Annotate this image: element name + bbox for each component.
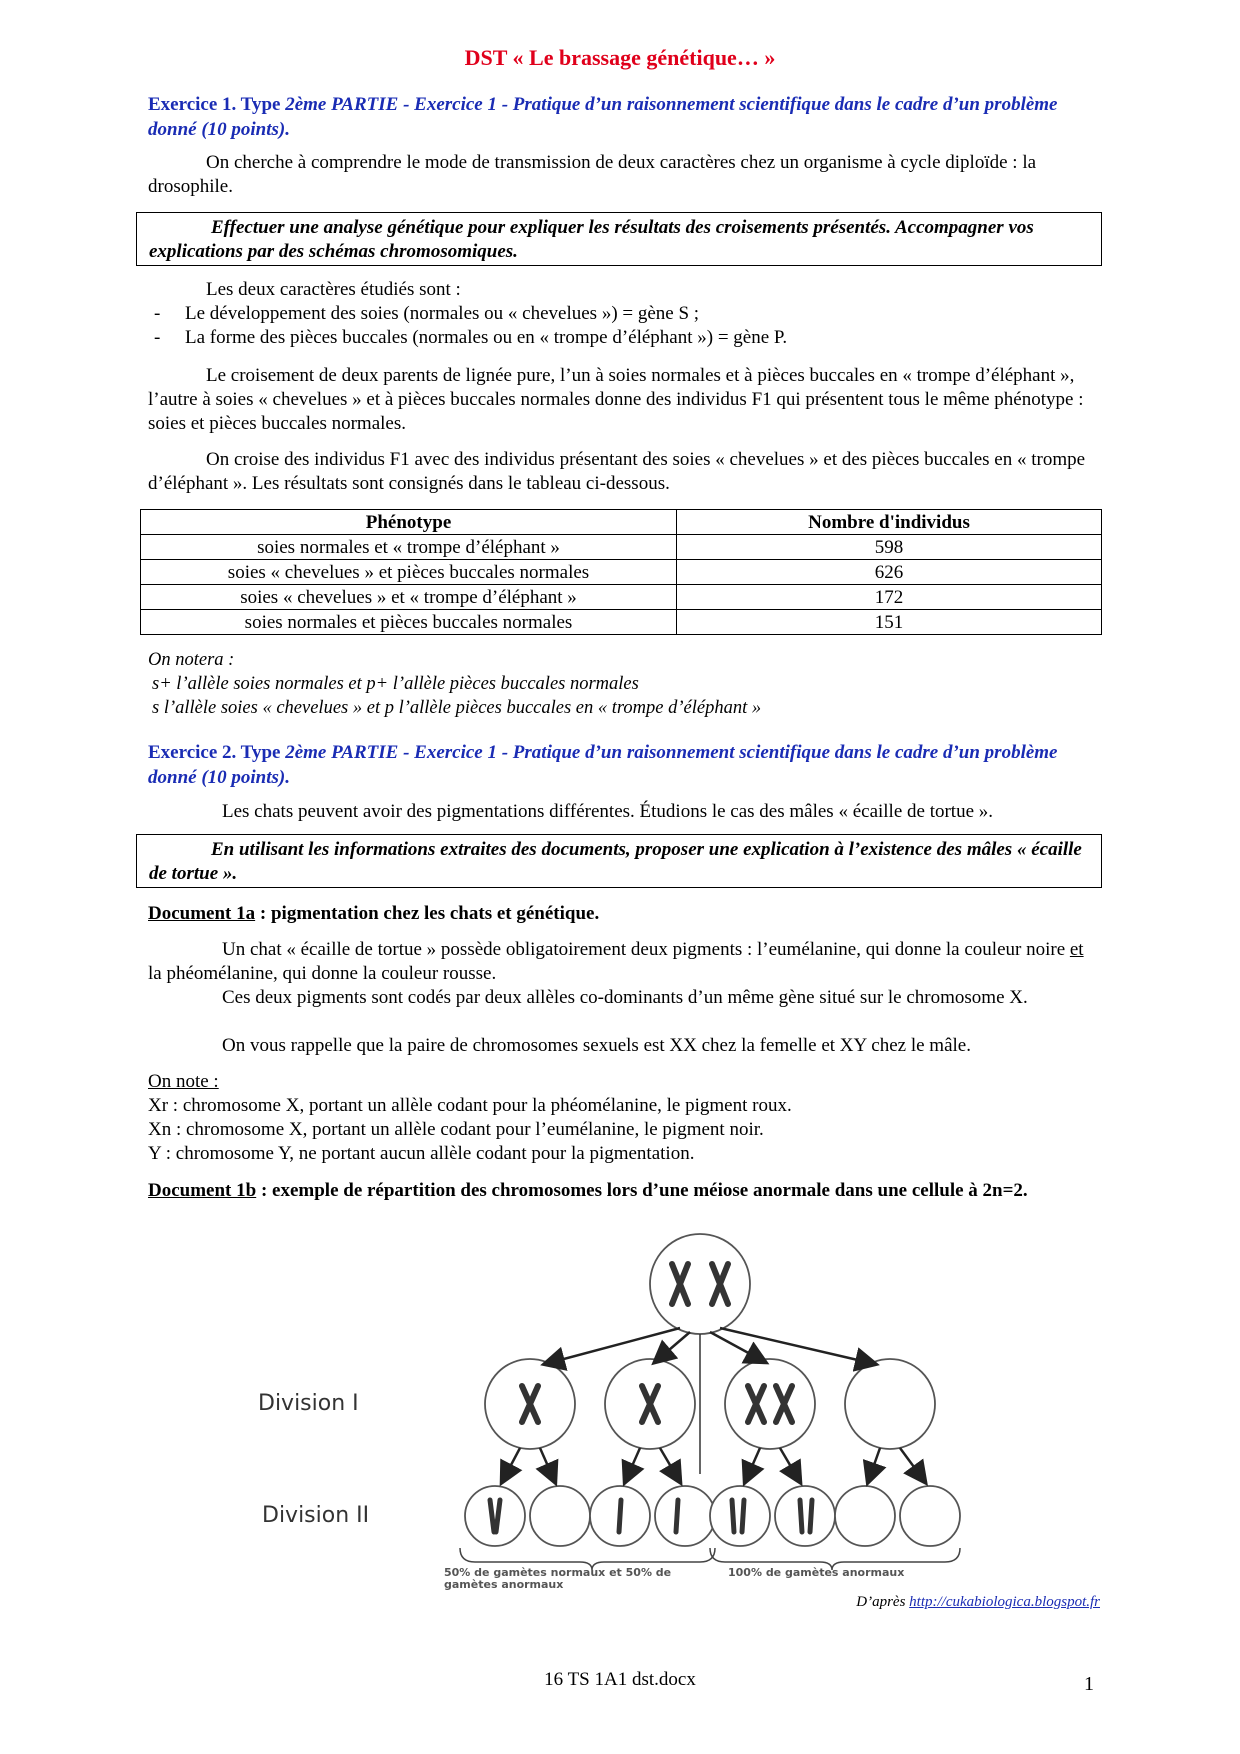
caption-left-line-1: 50% de gamètes normaux et 50% de [444, 1566, 672, 1579]
exercise-2-heading-bold: Exercice 2. Type [148, 742, 286, 763]
exercise-1-intro: On cherche à comprendre le mode de transmission de deux caractères chez un organisme à cycle diploïde : la drosophile. [148, 152, 1037, 197]
table-cell: 172 [677, 585, 1102, 610]
doc1a-p1-et: et [1069, 939, 1084, 960]
division-2-label: Division II [262, 1503, 370, 1528]
characters-list [148, 302, 1094, 350]
table-cell: 151 [677, 610, 1102, 635]
table-cell: 598 [677, 535, 1102, 560]
gamete-cell [710, 1486, 770, 1546]
document-1a-paragraph-1 [148, 938, 1094, 986]
exercise-1-paragraph-2: On croise des individus F1 avec des individus présentant des soies « chevelues » et des pièces buccales en « trompe d’éléphant ». Les résultats sont consignés dans le tableau ci-dessous. [148, 449, 1086, 494]
gamete-cell [835, 1486, 895, 1546]
document-1b-title [148, 1178, 1094, 1203]
document-1a-title [148, 902, 1094, 926]
meiosis-diagram [258, 1224, 1120, 1591]
notation-line: Y : chromosome Y, ne portant aucun allèle codant pour la pigmentation. [148, 1143, 695, 1164]
exercise-1-paragraph-1: Le croisement de deux parents de lignée pure, l’un à soies normales et à pièces buccales en « trompe d’éléphant », l’autre à soies « chevelues » et à pièces buccales normales donne des individus F1 qui présentent tous le même phénotype : soies et pièces buccales normales. [148, 365, 1084, 434]
exercise-2-task: En utilisant les informations extraites des documents, proposer une explication à l’existence des mâles « écaille de tortue ». [149, 839, 1082, 884]
gamete-cell [465, 1486, 525, 1546]
table-row [141, 585, 1102, 610]
notation-block-2 [148, 1070, 1094, 1166]
exercise-1-heading [148, 92, 1098, 142]
doc1a-p1-part: la phéomélanine, qui donne la couleur rousse. [148, 963, 497, 984]
exercise-1-task-box [136, 212, 1102, 266]
notation-label: On notera : [148, 650, 235, 670]
footer-filename: 16 TS 1A1 dst.docx [544, 1669, 696, 1690]
table-row [141, 535, 1102, 560]
notation-line: s+ l’allèle soies normales et p+ l’allèle pièces buccales normales [152, 674, 639, 694]
caption-left-line-2: gamètes anormaux [444, 1578, 564, 1591]
table-cell: 626 [677, 560, 1102, 585]
parent-cell [650, 1234, 750, 1334]
division-1-label: Division I [258, 1391, 359, 1416]
image-credit [820, 1590, 1100, 1614]
table-row [141, 560, 1102, 585]
table-header-phenotype: Phénotype [141, 510, 677, 535]
exercise-2-heading [148, 740, 1098, 790]
characters-intro: Les deux caractères étudiés sont : [206, 279, 461, 300]
chromatid-icon [676, 1500, 678, 1532]
notation-line: s l’allèle soies « chevelues » et p l’allèle pièces buccales en « trompe d’éléphant » [152, 698, 762, 718]
table-cell: soies « chevelues » et pièces buccales normales [141, 560, 677, 585]
page-number: 1 [1084, 1673, 1094, 1695]
character-item: - Le développement des soies (normales ou « chevelues ») = gène S ; [148, 302, 1094, 326]
division-1-cell [845, 1359, 935, 1449]
table-row [141, 610, 1102, 635]
gamete-cell [900, 1486, 960, 1546]
notation-block [148, 648, 761, 720]
table-cell: soies normales et pièces buccales normales [141, 610, 677, 635]
exercise-2-heading-italic: 2ème PARTIE - Exercice 1 - Pratique d’un raisonnement scientifique dans le cadre d’un problème donné (10 points). [148, 742, 1058, 788]
results-table [140, 509, 1102, 635]
exercise-2-task-box [136, 834, 1102, 888]
document-1a-label: Document 1a [148, 903, 256, 924]
exercise-1-heading-bold: Exercice 1. Type [148, 94, 286, 115]
credit-prefix: D’après [856, 1594, 910, 1610]
table-cell: soies normales et « trompe d’éléphant » [141, 535, 677, 560]
document-1b-label: Document 1b [148, 1180, 257, 1201]
notation-line: Xr : chromosome X, portant un allèle codant pour la phéomélanine, le pigment roux. [148, 1095, 792, 1116]
table-cell: soies « chevelues » et « trompe d’éléphant » [141, 585, 677, 610]
document-1a-paragraph-2: Ces deux pigments sont codés par deux allèles co-dominants d’un même gène situé sur le chromosome X. [222, 987, 1028, 1008]
table-header-row [141, 510, 1102, 535]
character-item: - La forme des pièces buccales (normales ou en « trompe d’éléphant ») = gène P. [148, 326, 1094, 350]
exercise-2-intro: Les chats peuvent avoir des pigmentations différentes. Étudions le cas des mâles « écaille de tortue ». [222, 801, 994, 822]
division-1-cell [725, 1359, 815, 1449]
notation-line: Xn : chromosome X, portant un allèle codant pour l’eumélanine, le pigment noir. [148, 1119, 764, 1140]
caption-right: 100% de gamètes anormaux [728, 1566, 905, 1579]
exercise-1-heading-italic: 2ème PARTIE - Exercice 1 - Pratique d’un raisonnement scientifique dans le cadre d’un problème donné (10 points). [148, 94, 1058, 140]
gamete-cell [775, 1486, 835, 1546]
credit-link[interactable]: http://cukabiologica.blogspot.fr [909, 1594, 1100, 1610]
document-1a-paragraph-3: On vous rappelle que la paire de chromosomes sexuels est XX chez la femelle et XY chez le mâle. [222, 1035, 971, 1056]
document-1b-heading: : exemple de répartition des chromosomes lors d’une méiose anormale dans une cellule à 2n=2. [256, 1180, 1028, 1201]
exercise-1-task: Effectuer une analyse génétique pour expliquer les résultats des croisements présentés. Accompagner vos explications par des schémas chromosomiques. [149, 217, 1034, 262]
gamete-cell [530, 1486, 590, 1546]
document-title: DST « Le brassage génétique… » [464, 45, 776, 70]
doc1a-p1-part: Un chat « écaille de tortue » possède obligatoirement deux pigments : l’eumélanine, qui donne la couleur noire [222, 939, 1070, 960]
table-header-count: Nombre d'individus [677, 510, 1102, 535]
document-1a-heading: : pigmentation chez les chats et génétique. [255, 903, 600, 924]
notation-label-2: On note : [148, 1071, 219, 1092]
gamete-cell [655, 1486, 715, 1546]
chromatid-icon [619, 1500, 621, 1532]
